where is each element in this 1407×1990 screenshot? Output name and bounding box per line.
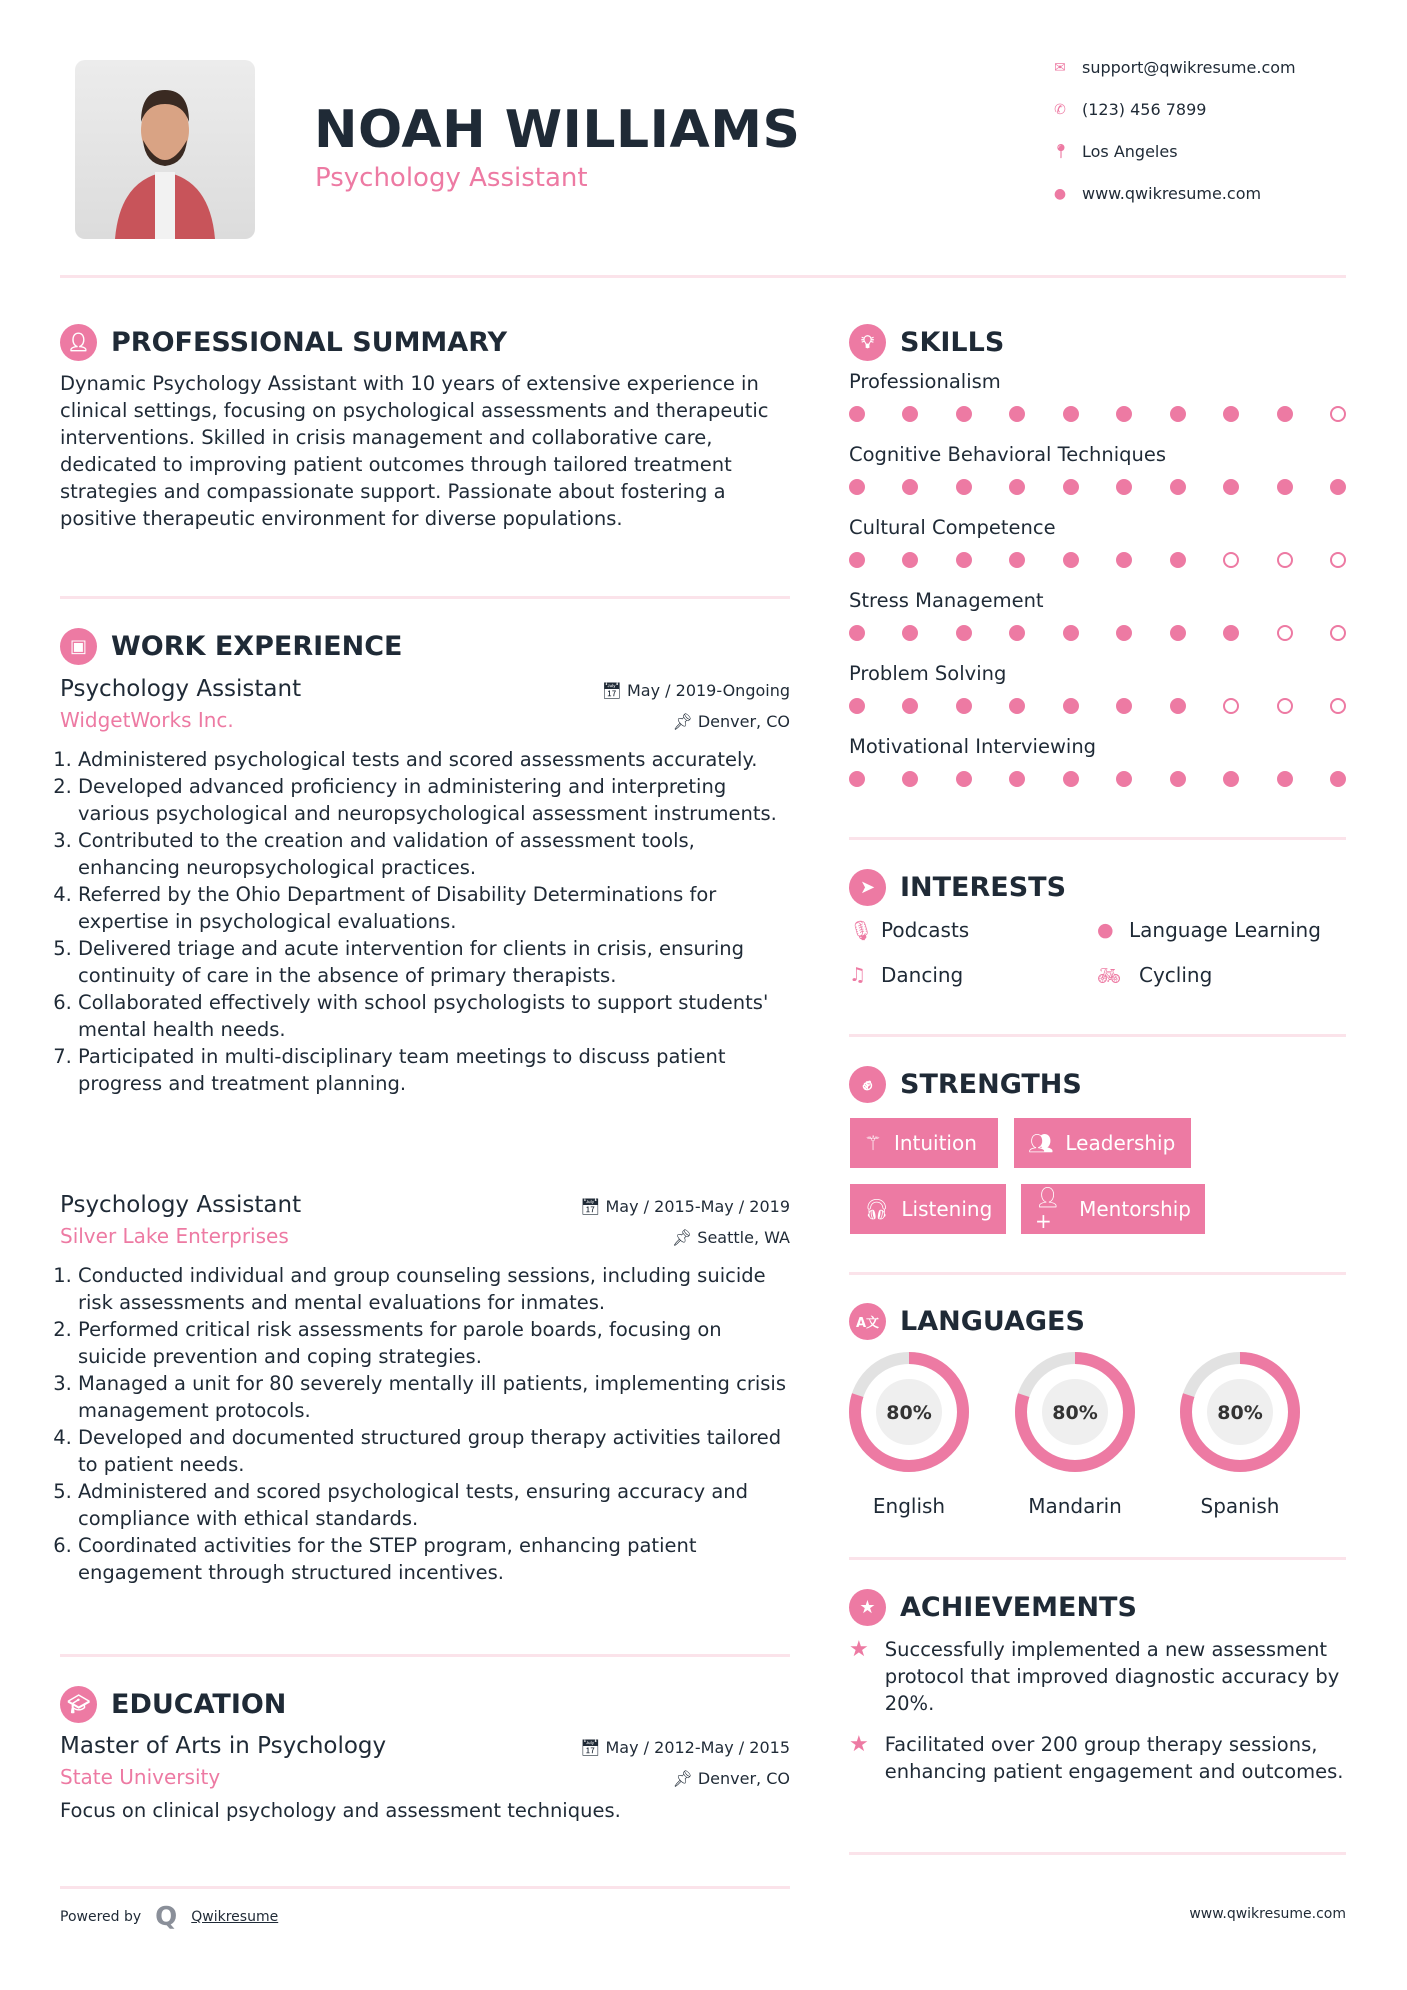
rating-dot-empty — [1330, 406, 1346, 422]
interests-title: INTERESTS — [900, 872, 1067, 903]
skill-name: Cognitive Behavioral Techniques — [849, 443, 1166, 466]
work-title: WORK EXPERIENCE — [111, 631, 403, 662]
rating-dot-filled — [1116, 406, 1132, 422]
skill-name: Stress Management — [849, 589, 1044, 612]
rating-dot-filled — [1170, 552, 1186, 568]
language-item — [1005, 1350, 1145, 1518]
language-percent: 80% — [886, 1402, 932, 1424]
star-icon: ★ — [849, 1637, 869, 1662]
rating-dot-filled — [1277, 406, 1293, 422]
achievement-text: Facilitated over 200 group therapy sessions, enhancing patient engagement and outcomes. — [884, 1733, 1344, 1783]
rating-dot-filled — [1223, 625, 1239, 641]
achievement-item — [849, 1636, 1349, 1717]
bicycle-icon: 🚲︎ — [1097, 964, 1122, 987]
job-entry — [60, 676, 790, 1097]
duty-item: 1. Administered psychological tests and scored assessments accurately. — [78, 746, 790, 773]
rating-dot-filled — [1063, 479, 1079, 495]
rating-dot-filled — [1009, 625, 1025, 641]
globe-icon: ● — [1053, 185, 1067, 202]
rating-dot-filled — [1063, 771, 1079, 787]
rating-dot-filled — [1063, 552, 1079, 568]
footer-website[interactable]: www.qwikresume.com — [1189, 1906, 1346, 1922]
languages-title: LANGUAGES — [900, 1306, 1085, 1337]
star-badge-icon: ★ — [849, 1589, 886, 1626]
duty-item: 3. Managed a unit for 80 severely mentally ill patients, implementing crisis management protocols. — [78, 1370, 790, 1424]
globe-icon: ● — [1097, 919, 1114, 941]
skills-list — [849, 370, 1349, 808]
rating-dot-filled — [1116, 479, 1132, 495]
footer-divider — [60, 1886, 790, 1889]
rating-dot-filled — [1170, 698, 1186, 714]
strength-label: Leadership — [1065, 1131, 1176, 1155]
interest-podcasts — [849, 918, 969, 942]
education-date — [580, 1738, 790, 1757]
interest-label: Cycling — [1139, 963, 1213, 987]
rating-dot-filled — [902, 552, 918, 568]
rating-dot-filled — [1116, 552, 1132, 568]
skill-name: Professionalism — [849, 370, 1001, 393]
job-duties — [60, 1262, 790, 1586]
summary-title: PROFESSIONAL SUMMARY — [111, 327, 508, 358]
rating-dot-filled — [849, 406, 865, 422]
rating-dot-filled — [1170, 771, 1186, 787]
language-donut — [839, 1350, 979, 1480]
skill-name: Cultural Competence — [849, 516, 1056, 539]
rating-dot-filled — [956, 698, 972, 714]
degree: Master of Arts in Psychology — [60, 1733, 387, 1759]
rating-dot-filled — [849, 479, 865, 495]
section-divider — [849, 837, 1346, 840]
rating-dot-empty — [1330, 698, 1346, 714]
language-item — [839, 1350, 979, 1518]
education-location — [672, 1769, 790, 1788]
languages-list — [840, 1350, 1360, 1520]
duty-item: 7. Participated in multi-disciplinary team meetings to discuss patient progress and treatment planning. — [78, 1043, 790, 1097]
map-pin-icon: 📍︎ — [1052, 143, 1070, 160]
school-name: State University — [60, 1765, 221, 1789]
location-text: Los Angeles — [1082, 142, 1178, 161]
languages-heading — [849, 1303, 1085, 1340]
users-icon: 👥︎ — [1028, 1131, 1054, 1155]
phone-icon: ✆ — [1054, 101, 1066, 118]
fist-icon: ✊︎ — [849, 1066, 886, 1103]
location-text: Seattle, WA — [697, 1228, 790, 1247]
language-icon: A文 — [849, 1303, 886, 1340]
rating-dot-filled — [902, 406, 918, 422]
qwikresume-logo-icon: Q — [155, 1902, 178, 1932]
envelope-icon: ✉ — [1054, 59, 1066, 76]
brand-link[interactable]: Qwikresume — [191, 1909, 279, 1925]
rating-dot-filled — [1277, 479, 1293, 495]
duty-item: 1. Conducted individual and group counseling sessions, including suicide risk assessments and mental evaluations for inmates. — [78, 1262, 790, 1316]
section-divider — [60, 596, 790, 599]
interests-heading — [849, 869, 1066, 906]
rating-dot-filled — [1009, 771, 1025, 787]
location-text: Denver, CO — [697, 1769, 790, 1788]
section-divider — [849, 1034, 1346, 1037]
rating-dot-filled — [849, 698, 865, 714]
education-description: Focus on clinical psychology and assessment techniques. — [60, 1799, 621, 1822]
duty-item: 4. Developed and documented structured group therapy activities tailored to patient needs. — [78, 1424, 790, 1478]
language-percent: 80% — [1052, 1402, 1098, 1424]
date-text: May / 2015-May / 2019 — [605, 1197, 790, 1216]
contact-phone — [1052, 100, 1206, 119]
summary-text: Dynamic Psychology Assistant with 10 years of extensive experience in clinical settings, focusing on psychological assessments and therapeutic interventions. Skilled in crisis management and collaborative care, dedicated to improving patient outcomes through tailored treatment strategies and compassionate support. Passionate about fostering a positive therapeutic environment for diverse populations. — [60, 372, 769, 530]
calendar-icon: 📅︎ — [580, 1738, 606, 1757]
candidate-name: NOAH WILLIAMS — [314, 100, 801, 160]
candidate-title: Psychology Assistant — [315, 163, 588, 193]
job-title: Psychology Assistant — [60, 676, 302, 702]
rating-dot-filled — [1170, 406, 1186, 422]
email-text: support@qwikresume.com — [1082, 58, 1296, 77]
rating-dot-empty — [1277, 698, 1293, 714]
location-text: Denver, CO — [697, 712, 790, 731]
strength-badge — [1014, 1118, 1191, 1168]
rating-dot-filled — [1223, 479, 1239, 495]
interest-cycling — [1097, 963, 1212, 987]
rating-dot-filled — [1170, 625, 1186, 641]
interest-dancing — [849, 963, 963, 987]
rating-dot-empty — [1223, 552, 1239, 568]
powered-by-text: Powered by — [60, 1909, 142, 1925]
language-percent: 80% — [1217, 1402, 1263, 1424]
skill-row — [849, 370, 1349, 443]
rating-dot-filled — [1009, 406, 1025, 422]
rating-dot-filled — [1009, 552, 1025, 568]
rating-dot-filled — [956, 625, 972, 641]
skill-row — [849, 662, 1349, 735]
powered-by — [60, 1902, 278, 1932]
achievement-item — [849, 1731, 1349, 1785]
rating-dot-filled — [1009, 479, 1025, 495]
rating-dot-filled — [956, 406, 972, 422]
interest-label: Podcasts — [881, 918, 970, 942]
skills-title: SKILLS — [900, 327, 1005, 358]
rating-dot-filled — [1063, 625, 1079, 641]
rating-dot-filled — [1223, 771, 1239, 787]
strength-label: Listening — [901, 1197, 993, 1221]
contact-email[interactable] — [1052, 58, 1296, 77]
rating-dot-filled — [1330, 771, 1346, 787]
achievement-text: Successfully implemented a new assessment protocol that improved diagnostic accuracy by 20%. — [884, 1638, 1340, 1715]
rating-dot-filled — [849, 771, 865, 787]
section-divider — [849, 1852, 1346, 1855]
skill-row — [849, 443, 1349, 516]
skill-rating — [849, 771, 1346, 787]
contact-location — [1052, 142, 1178, 161]
skill-name: Motivational Interviewing — [849, 735, 1097, 758]
briefcase-icon: ▣ — [60, 628, 97, 665]
strengths-title: STRENGTHS — [900, 1069, 1082, 1100]
phone-text: (123) 456 7899 — [1082, 100, 1207, 119]
summary-heading — [60, 324, 507, 361]
job-location — [672, 712, 790, 731]
job-entry — [60, 1192, 790, 1586]
rating-dot-filled — [902, 698, 918, 714]
skill-rating — [849, 406, 1346, 422]
interest-label: Language Learning — [1129, 918, 1321, 942]
education-heading — [60, 1686, 286, 1723]
rating-dot-empty — [1330, 625, 1346, 641]
job-duties — [60, 746, 790, 1097]
job-location — [672, 1228, 790, 1247]
calendar-icon: 📅︎ — [601, 681, 627, 700]
education-title: EDUCATION — [111, 1689, 287, 1720]
job-title: Psychology Assistant — [60, 1192, 302, 1218]
rating-dot-filled — [1330, 479, 1346, 495]
rating-dot-filled — [1009, 698, 1025, 714]
date-text: May / 2012-May / 2015 — [605, 1738, 790, 1757]
section-divider — [849, 1272, 1346, 1275]
skill-row — [849, 735, 1349, 808]
skill-row — [849, 589, 1349, 662]
rating-dot-empty — [1223, 698, 1239, 714]
calendar-icon: 📅︎ — [580, 1197, 606, 1216]
language-item — [1170, 1350, 1310, 1518]
rating-dot-filled — [849, 552, 865, 568]
achievements-title: ACHIEVEMENTS — [900, 1592, 1137, 1623]
user-plus-icon: 👤︎+ — [1035, 1185, 1061, 1233]
rating-dot-filled — [956, 771, 972, 787]
strengths-heading — [849, 1066, 1082, 1103]
duty-item: 2. Developed advanced proficiency in administering and interpreting various psychological and neuropsychological assessment instruments. — [78, 773, 790, 827]
rating-dot-filled — [1170, 479, 1186, 495]
skill-rating — [849, 552, 1346, 568]
star-icon: ★ — [849, 1732, 869, 1757]
job-date — [602, 681, 790, 700]
strength-badge — [1021, 1184, 1205, 1234]
rating-dot-empty — [1330, 552, 1346, 568]
rating-dot-filled — [956, 552, 972, 568]
rating-dot-filled — [1223, 406, 1239, 422]
interest-label: Dancing — [881, 963, 964, 987]
pin-icon: 📌︎ — [672, 1769, 698, 1788]
duty-item: 3. Contributed to the creation and validation of assessment tools, enhancing neuropsychological practices. — [78, 827, 790, 881]
rating-dot-filled — [1277, 771, 1293, 787]
duty-item: 5. Delivered triage and acute intervention for clients in crisis, ensuring continuity of care in the absence of primary therapists. — [78, 935, 790, 989]
magic-wand-icon: ⚚ — [864, 1131, 882, 1155]
duty-item: 6. Coordinated activities for the STEP program, enhancing patient engagement through structured incentives. — [78, 1532, 790, 1586]
rating-dot-filled — [849, 625, 865, 641]
rating-dot-filled — [902, 625, 918, 641]
rating-dot-empty — [1277, 552, 1293, 568]
music-note-icon: ♫ — [849, 964, 867, 986]
profile-photo — [75, 60, 255, 239]
microphone-icon: 🎙︎ — [849, 919, 874, 942]
company-name: WidgetWorks Inc. — [60, 708, 234, 732]
strength-label: Mentorship — [1079, 1197, 1191, 1221]
language-name: Mandarin — [1028, 1494, 1122, 1518]
education-entry — [60, 1733, 790, 1824]
headphones-icon: 🎧︎ — [864, 1197, 890, 1221]
duty-item: 4. Referred by the Ohio Department of Disability Determinations for expertise in psychological evaluations. — [78, 881, 790, 935]
contact-website[interactable] — [1052, 184, 1261, 203]
strength-badge — [850, 1184, 1006, 1234]
strength-badge — [850, 1118, 998, 1168]
pin-icon: 📌︎ — [671, 1228, 698, 1247]
interest-language-learning — [1097, 918, 1321, 942]
achievements-heading — [849, 1589, 1137, 1626]
rating-dot-empty — [1277, 625, 1293, 641]
graduation-cap-icon: 🎓︎ — [60, 1686, 97, 1723]
rating-dot-filled — [902, 479, 918, 495]
work-heading — [60, 628, 402, 665]
rating-dot-filled — [902, 771, 918, 787]
skill-name: Problem Solving — [849, 662, 1007, 685]
company-name: Silver Lake Enterprises — [60, 1224, 289, 1248]
rating-dot-filled — [1116, 625, 1132, 641]
language-name: Spanish — [1200, 1494, 1280, 1518]
rating-dot-filled — [1116, 698, 1132, 714]
rating-dot-filled — [1063, 698, 1079, 714]
rating-dot-filled — [956, 479, 972, 495]
website-text: www.qwikresume.com — [1082, 184, 1262, 203]
header-divider — [60, 275, 1346, 278]
language-name: English — [872, 1494, 946, 1518]
rating-dot-filled — [1063, 406, 1079, 422]
skill-row — [849, 516, 1349, 589]
date-text: May / 2019-Ongoing — [627, 681, 790, 700]
user-icon: 👤︎ — [60, 324, 97, 361]
language-donut — [1005, 1350, 1145, 1480]
strength-label: Intuition — [893, 1131, 977, 1155]
lightbulb-icon: 💡︎ — [849, 324, 886, 361]
duty-item: 5. Administered and scored psychological tests, ensuring accuracy and compliance with ethical standards. — [78, 1478, 790, 1532]
section-divider — [849, 1557, 1346, 1560]
skill-rating — [849, 698, 1346, 714]
skill-rating — [849, 625, 1346, 641]
job-date — [580, 1197, 790, 1216]
duty-item: 2. Performed critical risk assessments for parole boards, focusing on suicide prevention and coping strategies. — [78, 1316, 790, 1370]
pin-icon: 📌︎ — [672, 712, 698, 731]
duty-item: 6. Collaborated effectively with school psychologists to support students' mental health needs. — [78, 989, 790, 1043]
skill-rating — [849, 479, 1346, 495]
language-donut — [1170, 1350, 1310, 1480]
skills-heading — [849, 324, 1004, 361]
section-divider — [60, 1654, 790, 1657]
rating-dot-filled — [1116, 771, 1132, 787]
paper-plane-icon: ➤ — [849, 869, 886, 906]
